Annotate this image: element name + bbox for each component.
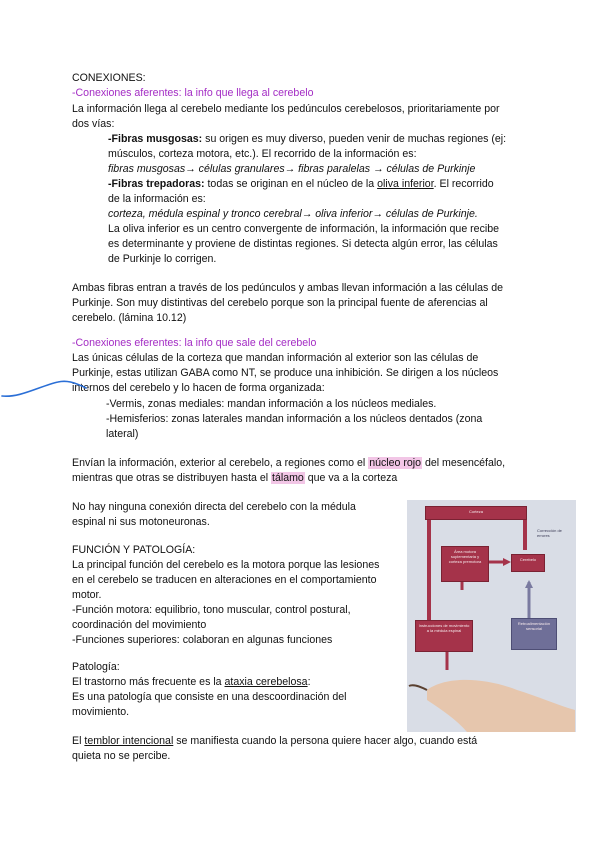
mossy-path-text: fibras musgosas→ células granulares→ fibras paralelas → células de Purkinje [108,163,476,175]
handwritten-stroke-mark [0,376,90,404]
both-fibers-3: cerebelo. (lámina 10.12) [72,312,187,324]
olive-paragraph-3: de Purkinje lo corrigen. [108,253,217,265]
function-l5: coordinación del movimiento [72,619,207,631]
function-l3: motor. [72,589,102,601]
temblor-intencional-underlined: temblor intencional [84,735,174,747]
both-fibers-1: Ambas fibras entran a través de los pedúnculos y ambas llevan información a las células de [72,282,504,294]
mossy-fibers-label: -Fibras musgosas: [108,133,203,145]
mossy-fibers-line-1 [108,132,506,148]
function-l2: en el cerebelo se traducen en alteraciones en el comportamiento [72,574,377,586]
efferent-p2: Purkinje, estas utilizan GABA como NT, se produce una inhibición. Se dirigen a los núcleos [72,367,499,379]
olive-paragraph-2: es determinante y proviene de distintas regiones. Si detecta algún error, las células [108,238,498,250]
diagram-box-cerebellum-label: Cerebelo [519,557,537,562]
diagram-box-cerebellum [511,554,545,572]
climbing-text-a: todas se originan en el núcleo de la [204,178,378,190]
efferent-title: -Conexiones eferentes: la info que sale del cerebelo [72,337,317,349]
oliva-inferior-underlined: oliva inferior [377,178,434,190]
pathology-text-a: El trastorno más frecuente es la [72,676,225,688]
diagram-box-cortex-label: Corteza [468,509,483,514]
mossy-fibers-path [108,162,475,178]
olive-paragraph-1: La oliva inferior es un centro convergente de información, la información que recibe [108,223,500,235]
diagram-box-instructions [415,620,473,652]
tremor-line-2: quieta no se percibe. [72,750,171,762]
function-l4: -Función motora: equilibrio, tono muscular, control postural, [72,604,351,616]
diagram-box-cortex [425,506,527,520]
send-text-d: que va a la corteza [304,472,398,484]
diagram-box-premotor-label: Área motora suplementaria y corteza premotora [448,549,482,564]
tremor-text-a: El [72,735,85,747]
pathology-l1 [72,675,311,691]
ataxia-underlined: ataxia cerebelosa [224,676,308,688]
efferent-p3: internos del cerebelo y lo hacen de forma organizada: [72,382,325,394]
diagram-error-correction-label: Corrección de errores [537,528,562,538]
function-l1: La principal función del cerebelo es la motora porque las lesiones [72,559,380,571]
afferent-title: -Conexiones aferentes: la info que llega al cerebelo [72,87,314,99]
diagram-box-premotor [441,546,489,582]
send-info-line-1 [72,456,505,472]
both-fibers-2: Purkinje. Son muy distintivas del cerebelo porque son la principal fuente de aferencias al [72,297,488,309]
efferent-p1: Las únicas células de la corteza que mandan información al exterior son las células de [72,352,479,364]
tremor-text-b: se manifiesta cuando la persona quiere hacer algo, cuando está [173,735,478,747]
diagram-box-feedback [511,618,557,650]
pathology-l2: Es una patología que consiste en una descoordinación del [72,691,347,703]
hemispheres-item-2: lateral) [106,428,139,440]
tremor-line-1 [72,734,477,750]
nucleo-rojo-highlight: núcleo rojo [369,457,422,469]
section-heading-conexiones: CONEXIONES: [72,72,146,84]
afferent-intro-2: dos vías: [72,118,115,130]
climbing-text-b: . El recorrido [433,178,494,190]
function-l6: -Funciones superiores: colaboran en algunas funciones [72,634,333,646]
send-info-line-2 [72,471,397,487]
motor-control-diagram-figure [407,500,576,732]
send-text-a: Envían la información, exterior al cerebelo, a regiones como el [72,457,369,469]
function-title: FUNCIÓN Y PATOLOGÍA: [72,544,196,556]
send-text-b: del mesencéfalo, [422,457,506,469]
mossy-fibers-text: su origen es muy diverso, pueden venir de muchas regiones (ej: [202,133,507,145]
no-direct-connection-1: No hay ninguna conexión directa del cerebelo con la médula [72,501,356,513]
vermis-item: -Vermis, zonas mediales: mandan información a los núcleos mediales. [106,398,437,410]
pathology-l3: movimiento. [72,706,130,718]
pathology-title: Patología: [72,661,120,673]
climbing-fibers-line-1 [108,177,494,193]
afferent-intro-1: La información llega al cerebelo mediante los pedúnculos cerebelosos, prioritariamente por [72,103,500,115]
send-text-c: mientras que otras se distribuyen hasta el [72,472,272,484]
pathology-text-b: : [307,676,311,688]
diagram-box-instructions-label: Instrucciones de movimiento a la médula espinal [418,623,470,633]
talamo-highlight: tálamo [272,472,304,484]
no-direct-connection-2: espinal ni sus motoneuronas. [72,516,210,528]
climbing-fibers-line-2: de la información es: [108,193,206,205]
mossy-fibers-line-2: músculos, corteza motora, etc.). El recorrido de la información es: [108,148,417,160]
diagram-box-feedback-label: Retroalimentación sensorial [517,621,551,631]
climbing-fibers-path [108,207,478,223]
hemispheres-item-1: -Hemisferios: zonas laterales mandan información a los núcleos dentados (zona [106,413,483,425]
climbing-fibers-label: -Fibras trepadoras: [108,178,205,190]
climbing-path-text: corteza, médula espinal y tronco cerebral→ oliva inferior→ células de Purkinje. [108,208,478,220]
